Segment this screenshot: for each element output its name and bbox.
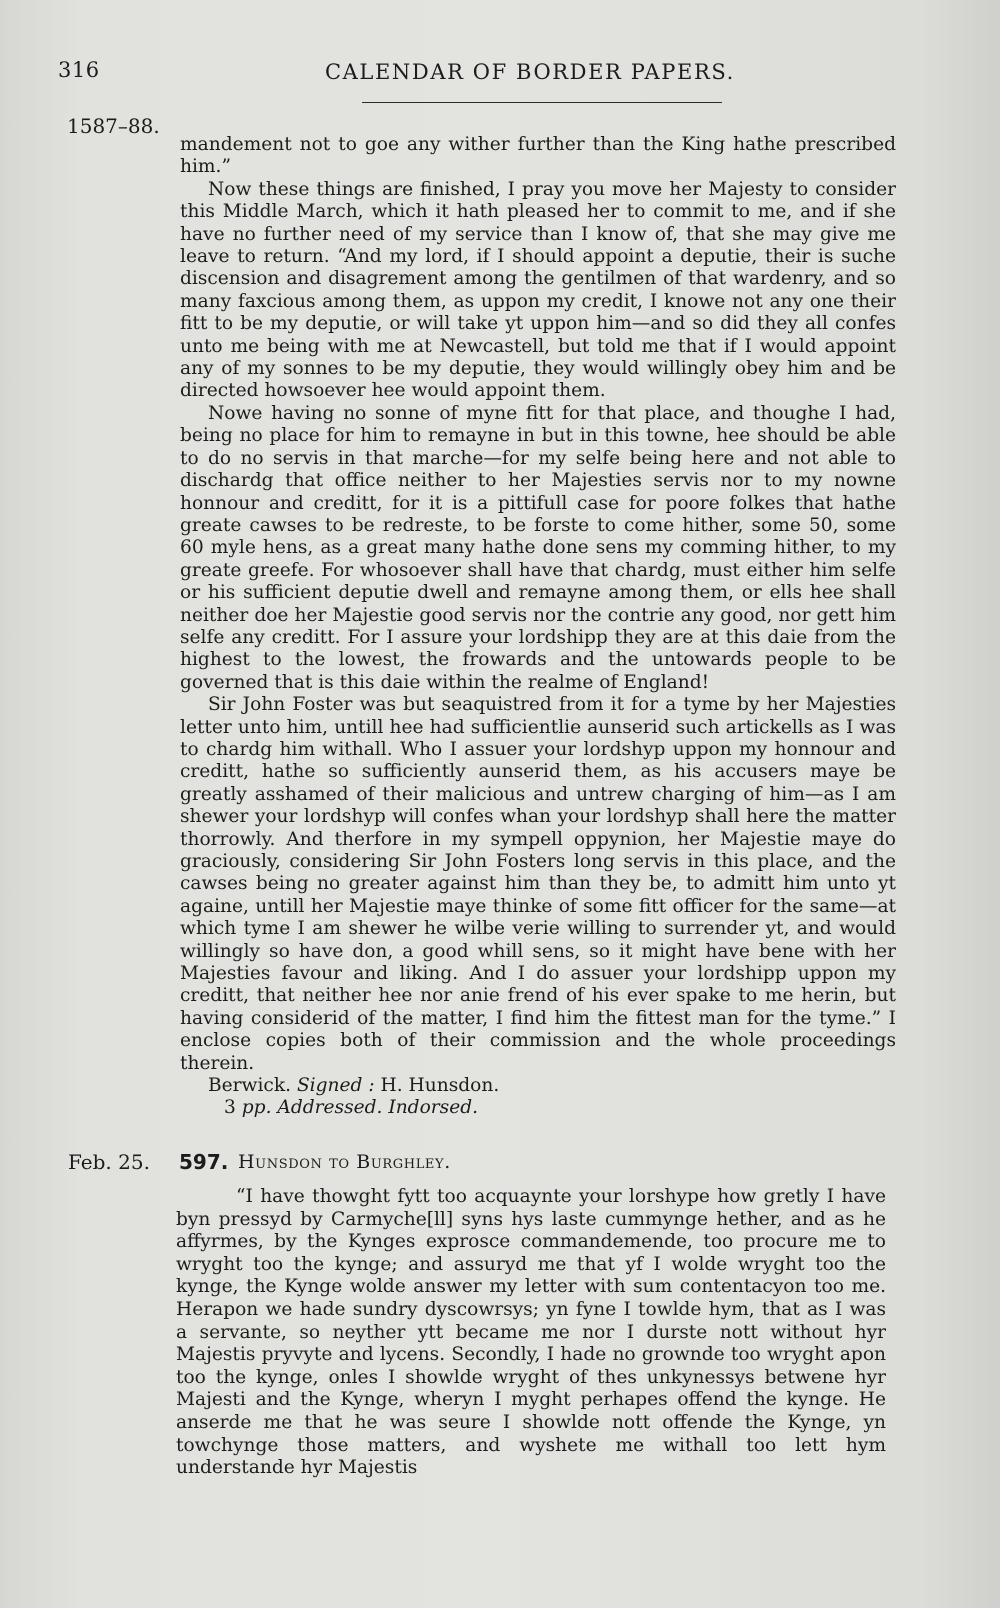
indorsed-note: Indorsed.	[388, 1097, 479, 1119]
continuation-text	[180, 134, 896, 1120]
closing-place: Berwick.	[208, 1075, 292, 1097]
endorsement-note	[180, 1097, 896, 1119]
letter-text	[176, 1186, 886, 1480]
paragraph: Sir John Foster was but seaquistred from it for a tyme by her Majesties letter unto him, untill hee had sufficientlie aunserid such artickells as I was to chardg him withall. Who I assuer your lordshyp uppon my honnour and creditt, hathe so sufficiently aunserid them, as his accusers maye be greatly asshamed of their malicious and untrew charging of him—as I am shewer your lordshyp will confes whan your lordshyp shall here the matter thorrowly. And therfore in my sympell oppynion, her Majestie maye do graciously, considering Sir John Fosters long servis in this place, and the cawses being no greater against him than they be, to admitt him unto yt againe, untill her Majestie maye thinke of some fitt officer for the same—at which tyme I am shewer he wilbe verie willing to surrender yt, and would willingly so have don, a good whill sens, so it might have bene with her Majesties favour and liking. And I do assuer your lordshipp uppon my creditt, that neither hee nor anie frend of his ever spake to me herin, but having considerid of the matter, I find him the fittest man for the tyme.” I enclose copies both of their commission and the whole proceedings therein.	[180, 694, 896, 1074]
signature: H. Hunsdon.	[380, 1075, 500, 1097]
pages-count: 3	[224, 1097, 236, 1119]
page-number: 316	[58, 58, 100, 82]
entry-number: 597.	[179, 1150, 229, 1174]
addressed-note: Addressed.	[277, 1097, 383, 1119]
paragraph: Now these things are finished, I pray you move her Majesty to consider this Middle March, which it hath pleased her to commit to me, and if she have no further need of my service than I know of, that she may give me leave to return. “And my lord, if I should appoint a deputie, their is suche discension and disagrement among the gentilmen of that wardenry, and so many faxcious among them, as uppon my credit, I knowe not any one their fitt to be my deputie, or will take yt uppon him—and so did they all confes unto me being with me at Newcastell, but told me that if I would appoint any of my sonnes to be my deputie, they would willingly obey him and be directed howsoever hee would appoint them.	[180, 178, 896, 402]
entry-date: Feb. 25.	[68, 1150, 150, 1174]
margin-year-range: 1587–88.	[67, 114, 160, 138]
running-title: CALENDAR OF BORDER PAPERS.	[325, 60, 735, 84]
header-rule	[362, 102, 722, 103]
pages-unit: pp.	[241, 1097, 272, 1119]
paragraph: mandement not to goe any wither further than the King hathe prescribed him.”	[180, 134, 896, 178]
paragraph: “I have thowght fytt too acquaynte your lorshype how gretly I have byn pressyd by Carmyche[ll] syns hys laste cummynge hether, and as he affyrmes, by the Kynges exprosce commandemende, too procure me to wryght too the kynge; and assuryd me that yf I wolde wryght too the kynge, the Kynge wolde answer my letter with sum contentacyon too me. Herapon we hade sundry dyscowrsys; yn fyne I towlde hym, that as I was a servante, so neyther ytt became me nor I durste nott without hyr Majestis pryvyte and lycens. Secondly, I hade no grownde too wryght apon too the kynge, onles I showlde wryght of thes unkynessys betwene hyr Majesti and the Kynge, wheryn I myght perhapes offend the kynge. He anserde me that he was seure I showlde nott offende the Kynge, yn towchynge those matters, and wyshete me withall too lett hym understande hyr Majestis	[176, 1186, 886, 1479]
paragraph: Nowe having no sonne of myne fitt for that place, and thoughe I had, being no place for him to remayne in but in this towne, hee should be able to do no servis in that marche—for my selfe being here and not able to dischardg that office neither to her Majesties servis nor to my nowne honnour and creditt, for it is a pittifull case for poore folkes that hathe greate cawses to be redreste, to be forste to come hither, some 50, some 60 myle hens, as a great many hathe done sens my comming hither, to my greate greefe. For whosoever shall have that chardg, must either him selfe or his sufficient deputie dwell and remayne among them, or ells hee shall neither doe her Majestie good servis nor the contrie any good, nor gett him selfe any creditt. For I assure your lordshipp they are at this daie from the highest to the lowest, the frowards and the untowards people to be governed that is this daie within the realme of England!	[180, 402, 896, 693]
signature-line	[180, 1075, 896, 1097]
entry-title: Hunsdon to Burghley.	[238, 1151, 451, 1173]
signed-label: Signed :	[296, 1075, 375, 1097]
